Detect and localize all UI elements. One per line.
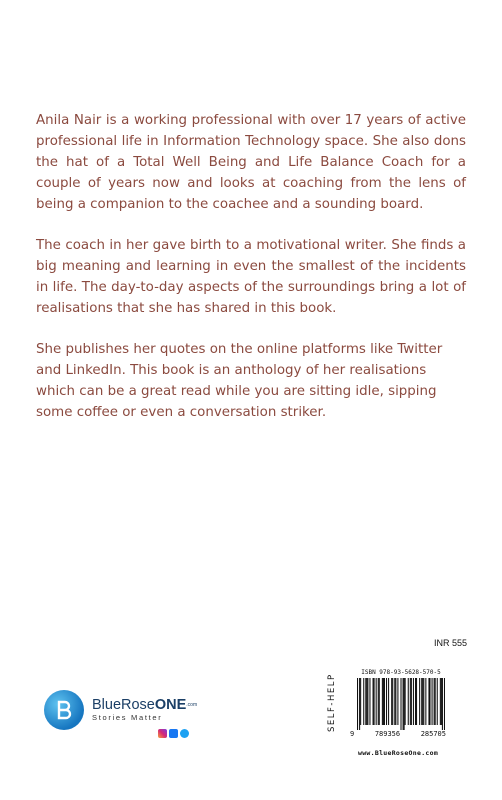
instagram-icon (158, 729, 167, 738)
publisher-logo (44, 688, 197, 732)
category-label: SELF-HELP (327, 673, 337, 733)
back-cover-blurb (36, 110, 466, 443)
facebook-icon (169, 729, 178, 738)
publisher-website: www.BlueRoseOne.com (358, 749, 439, 757)
barcode-bars (357, 678, 445, 730)
publisher-tagline: Stories Matter (92, 713, 163, 722)
bluerose-logo-icon (44, 690, 84, 730)
blurb-paragraph-3: She publishes her quotes on the online platforms like Twitter and LinkedIn. This book is an anthology of her realisations which can be a great read while you are sitting idle, sipping some coffee or even a conversation striker. (36, 342, 443, 420)
twitter-icon (180, 729, 189, 738)
blurb-paragraph-2: The coach in her gave birth to a motivational writer. She finds a big meaning and learning in even the smallest of the incidents in life. The day-to-day aspects of the surroundings bring a lot of realisations that she has shared in this book. (36, 238, 466, 316)
isbn-label: ISBN 978-93-5628-570-5 (361, 669, 441, 676)
blurb-paragraph-1: Anila Nair is a working professional with over 17 years of active professional life in Information Technology space. She also dons the hat of a Total Well Being and Life Balance Coach for a couple of years now and looks at coaching from the lens of being a companion to the coachee and a sounding board. (36, 113, 466, 212)
isbn-digits: 9 789356 285705 (350, 730, 446, 738)
price-label: INR 555 (434, 638, 468, 648)
publisher-name: BlueRoseONE$^{.com}$ (92, 697, 198, 713)
social-icons (158, 729, 189, 738)
isbn-barcode (350, 669, 446, 741)
